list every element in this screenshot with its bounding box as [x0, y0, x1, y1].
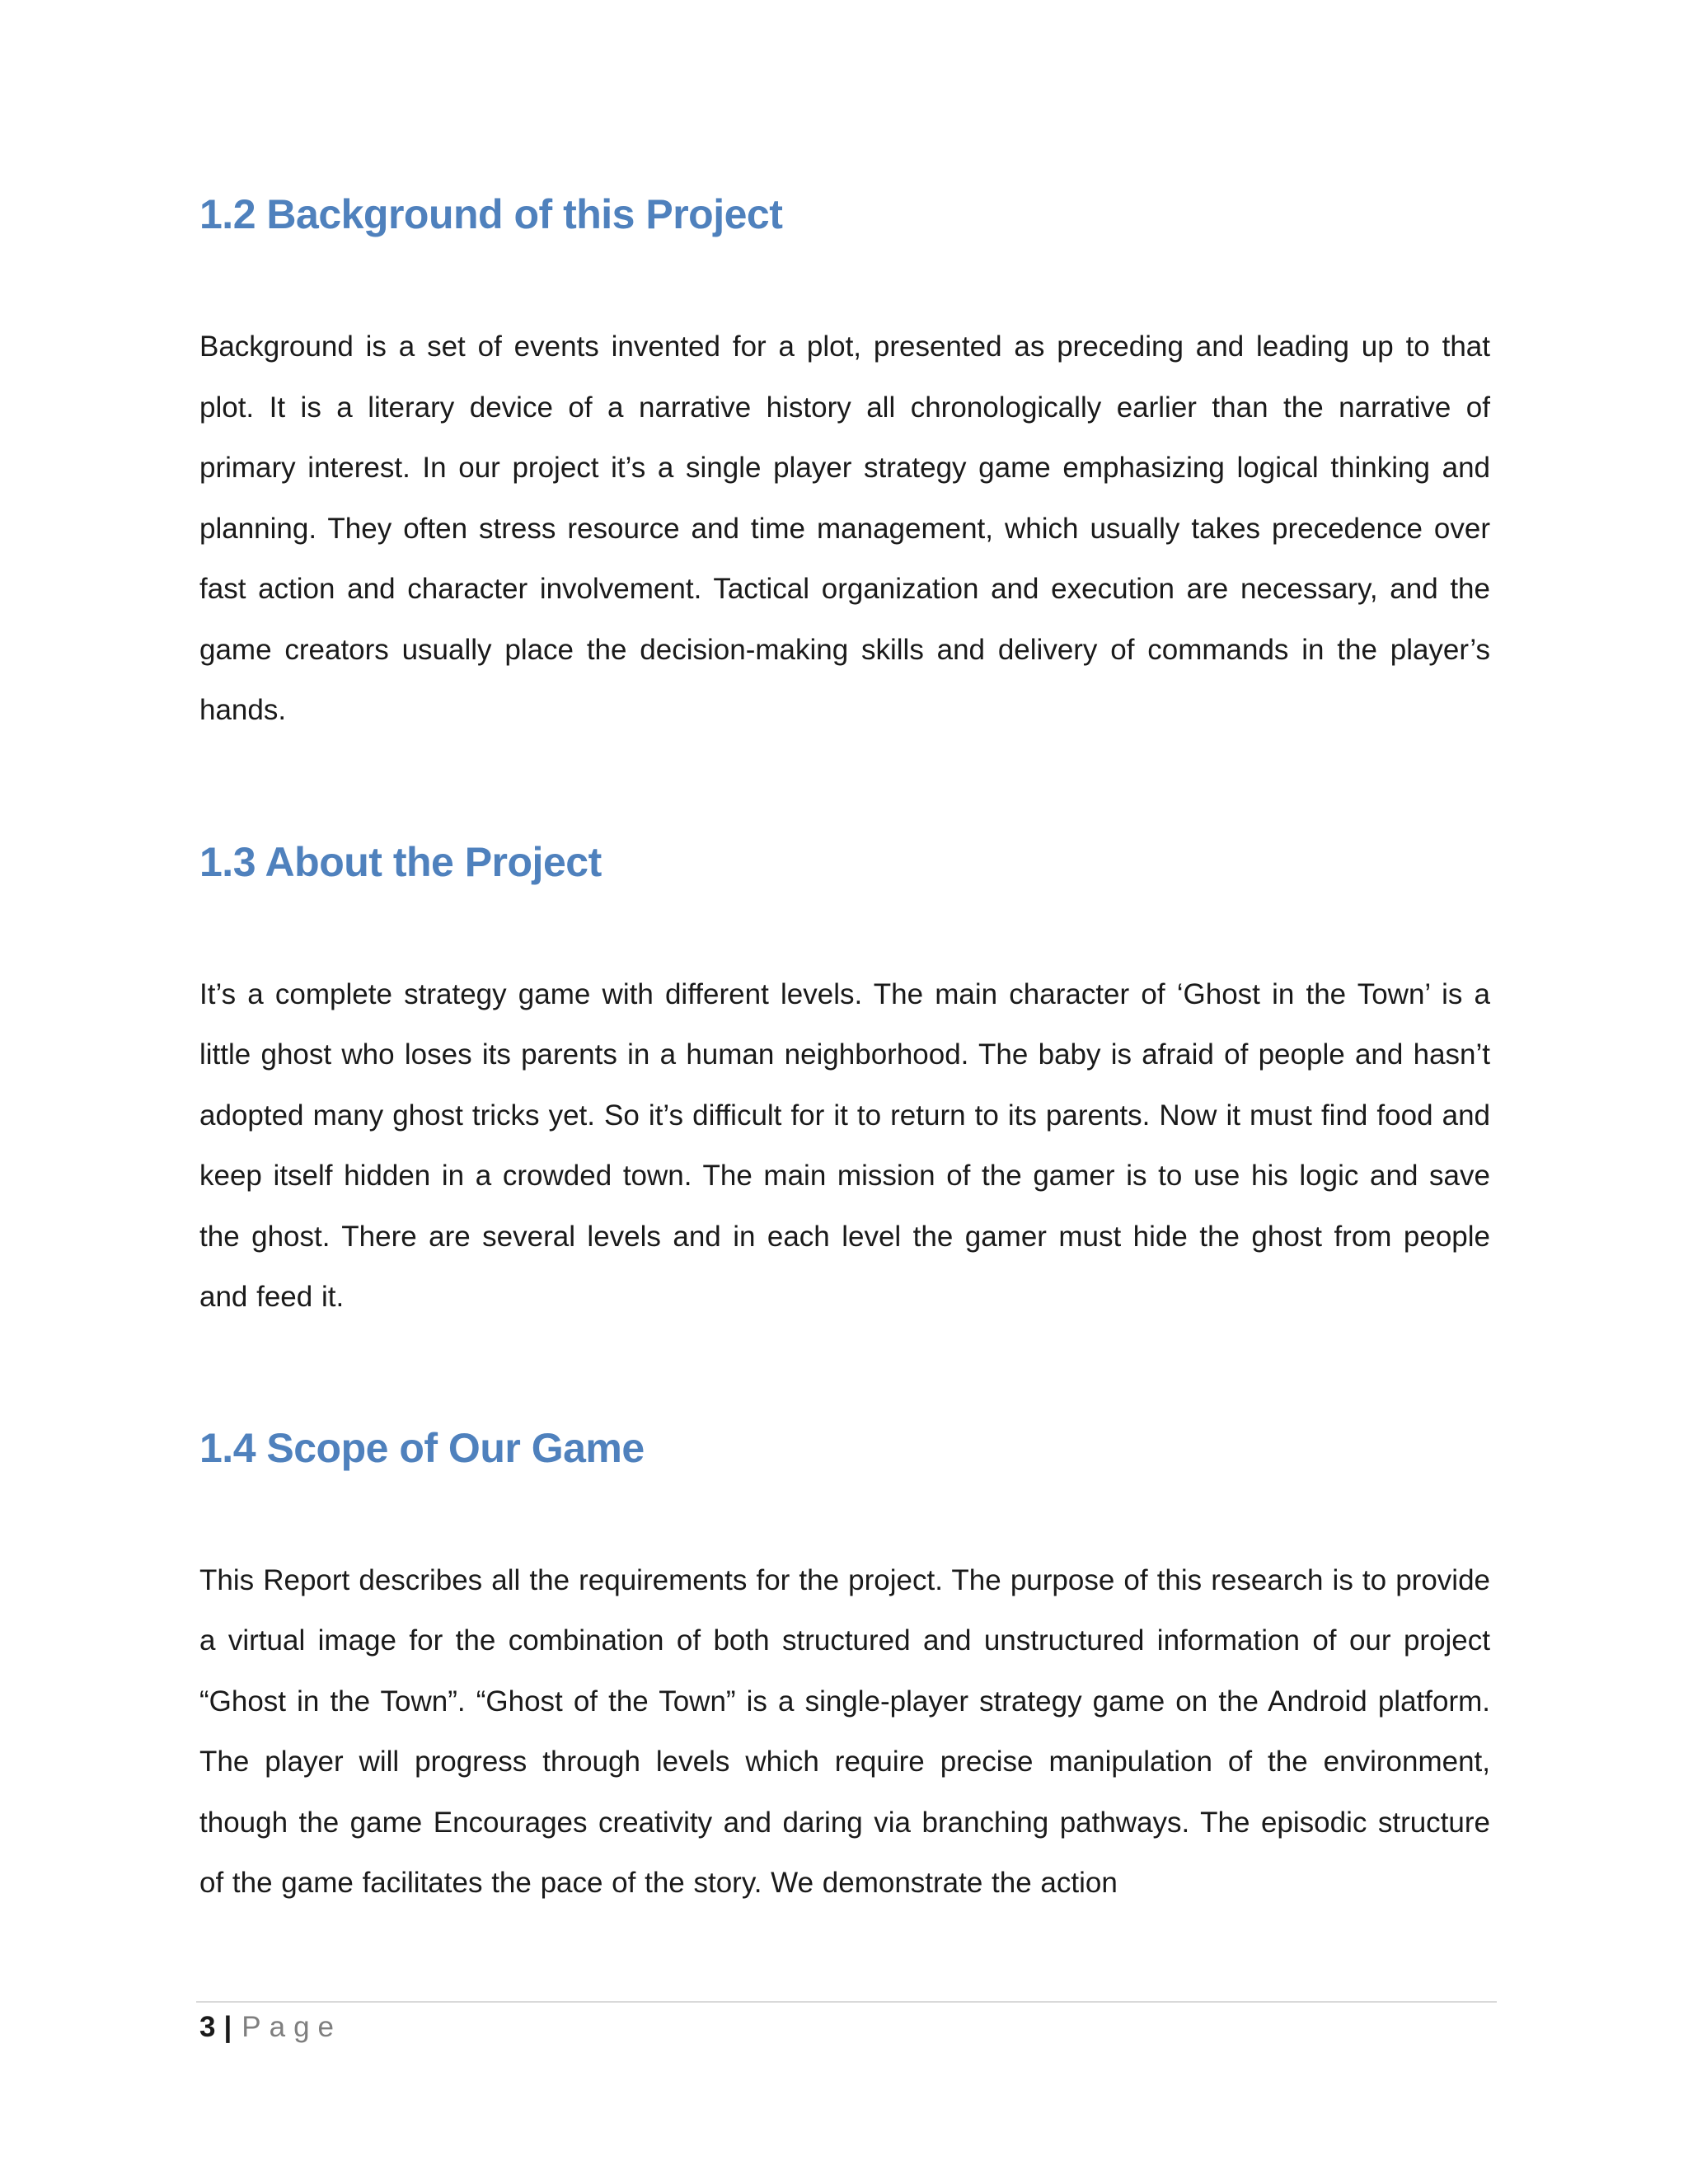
- page-label: Page: [241, 2011, 343, 2043]
- section-heading-scope: 1.4 Scope of Our Game: [199, 1424, 645, 1471]
- page-footer: [199, 2009, 342, 2046]
- section-heading-background: 1.2 Background of this Project: [199, 191, 783, 237]
- section-heading-about: 1.3 About the Project: [199, 838, 602, 885]
- section-body-about: It’s a complete strategy game with different levels. The main character of ‘Ghost in the Town’ is a little ghost who loses its parents in a human neighborhood. The baby is afraid of people and hasn’t adopted many ghost tricks yet. So it’s difficult for it to return to its parents. Now it must find food and keep itself hidden in a crowded town. The main mission of the gamer is to use his logic and save the ghost. There are several levels and in each level the gamer must hide the ghost from people and feed it.: [199, 977, 1490, 1313]
- section-body-scope: This Report describes all the requirements for the project. The purpose of this research is to provide a virtual image for the combination of both structured and unstructured information of our project “Ghost in the Town”. “Ghost of the Town” is a single-player strategy game on the Android platform. The player will progress through levels which require precise manipulation of the environment, though the game Encourages creativity and daring via branching pathways. The episodic structure of the game facilitates the pace of the story. We demonstrate the action: [199, 1563, 1490, 1899]
- section-body-background: Background is a set of events invented for a plot, presented as preceding and leading up to that plot. It is a literary device of a narrative history all chronologically earlier than the narrative of primary interest. In our project it’s a single player strategy game emphasizing logical thinking and planning. They often stress resource and time management, which usually takes precedence over fast action and character involvement. Tactical organization and execution are necessary, and the game creators usually place the decision-making skills and delivery of commands in the player’s hands.: [199, 330, 1490, 726]
- footer-separator: |: [223, 2011, 232, 2043]
- footer-divider: [196, 2001, 1497, 2003]
- page-content: [199, 190, 1490, 1914]
- page-number: 3: [199, 2011, 216, 2043]
